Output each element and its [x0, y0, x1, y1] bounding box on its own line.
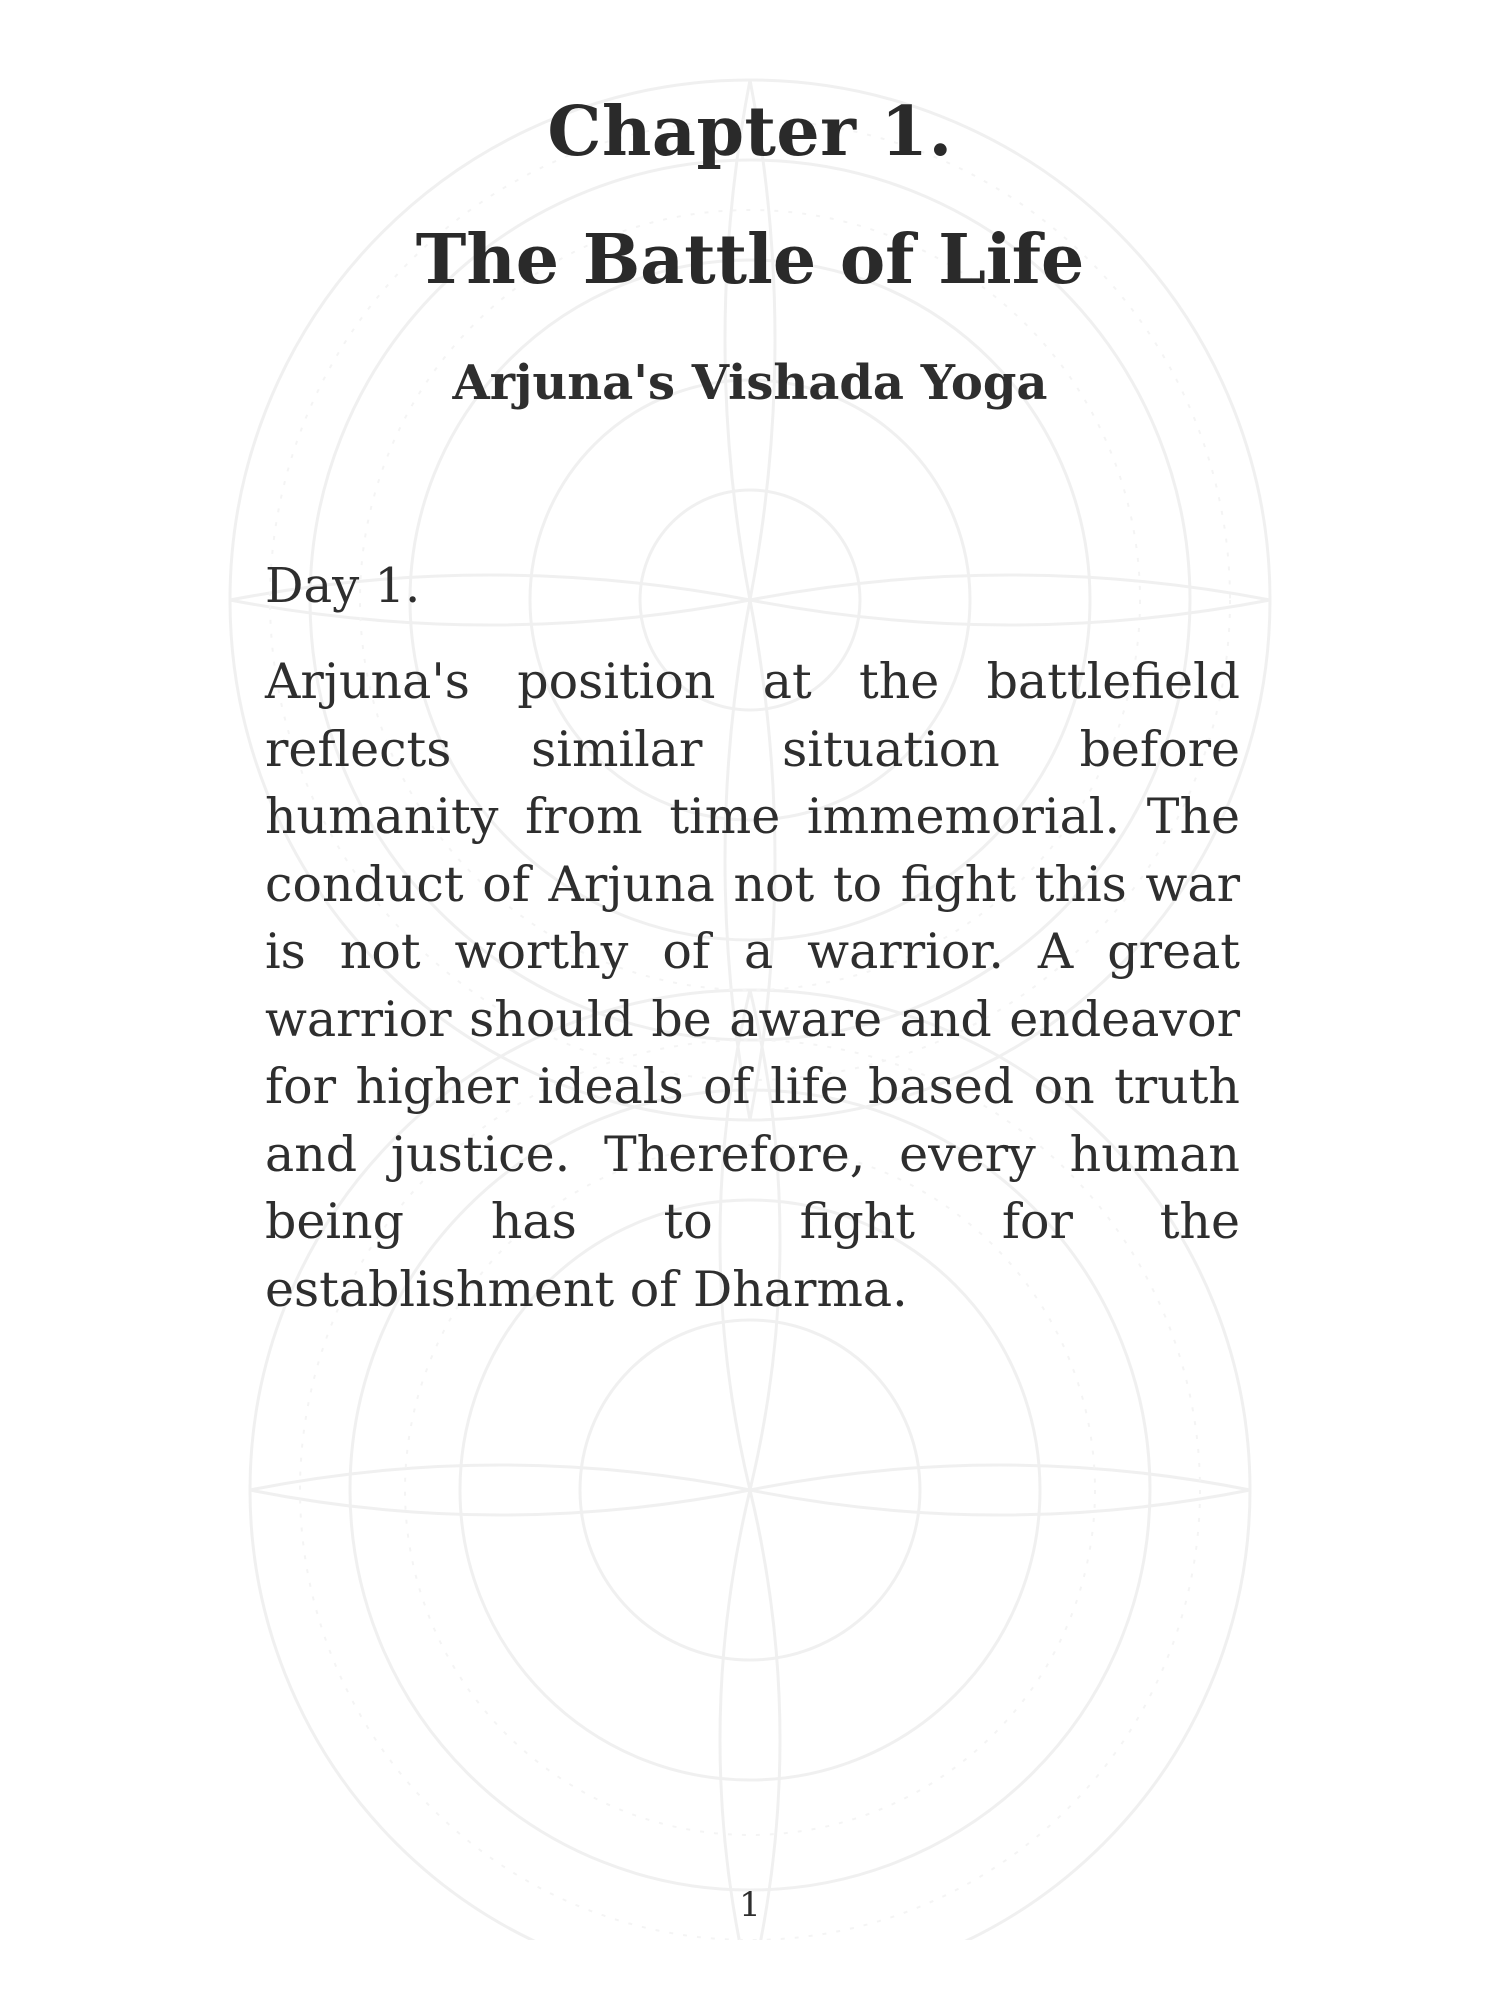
- body-paragraph: Arjuna's position at the battlefield reflects similar situation before humanity from time immemorial. The conduct of Arjuna not to fight this war is not worthy of a warrior. A great warrior should be aware and endeavor for higher ideals of life based on truth and justice. Therefore, every human being has to fight for the establishment of Dharma.: [265, 653, 1240, 1318]
- chapter-number: Chapter 1.: [547, 92, 953, 172]
- chapter-subtitle: Arjuna's Vishada Yoga: [452, 355, 1048, 411]
- chapter-title: The Battle of Life: [415, 220, 1085, 300]
- day-label: Day 1.: [265, 558, 421, 614]
- page-number: 1: [739, 1885, 761, 1925]
